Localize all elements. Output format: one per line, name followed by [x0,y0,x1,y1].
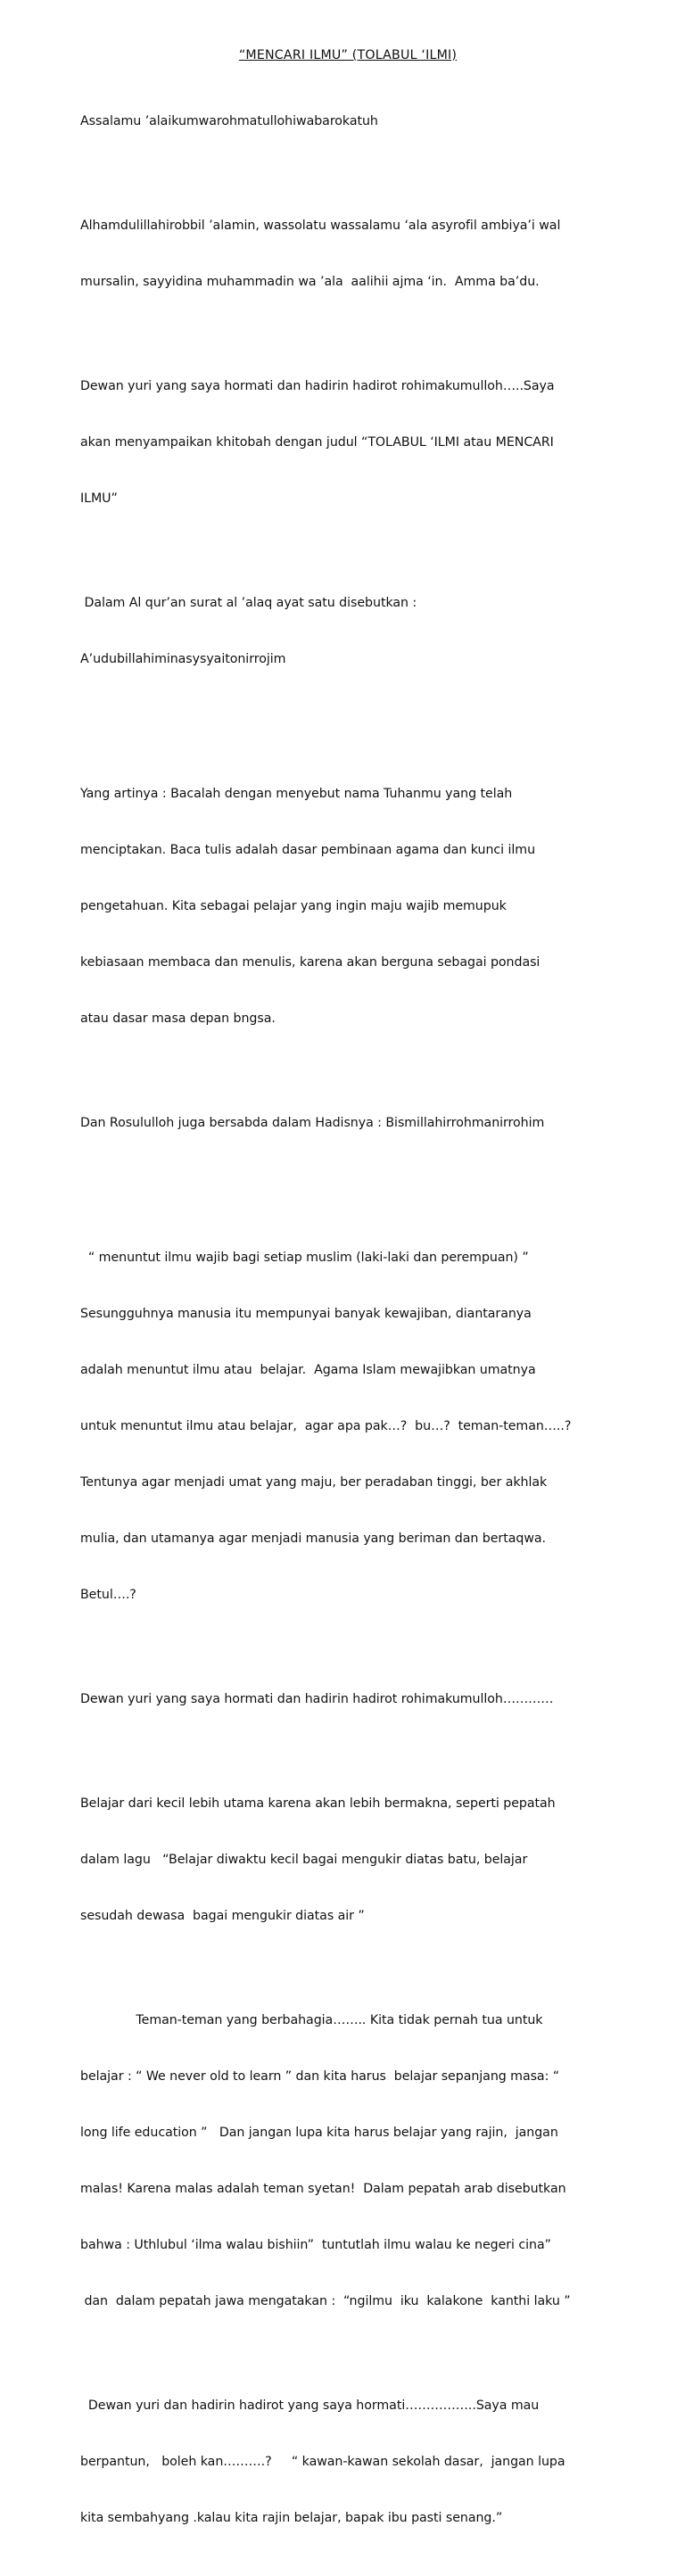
text-line: malas! Karena malas adalah teman syetan! Dalam pepatah arab disebutkan [80,2182,566,2196]
text-line: menciptakan. Baca tulis adalah dasar pembinaan agama dan kunci ilmu [80,843,536,857]
text-line: adalah menuntut ilmu atau belajar. Agama Islam mewajibkan umatnya [80,1363,536,1377]
spacer [80,717,615,747]
text-line: belajar : “ We never old to learn ” dan kita harus belajar sepanjang masa: “ [80,2069,560,2084]
text-line: dalam lagu “Belajar diwaktu kecil bagai mengukir diatas batu, belajar [80,1853,528,1867]
text-line: “ menuntut ilmu wajib bagi setiap muslim (laki-laki dan perempuan) ” [80,1251,529,1265]
paragraph-quran [80,557,615,706]
text-line: Alhamdulillahirobbil ’alamin, wassolatu wassalamu ‘ala asyrofil ambiya’i wal [80,219,561,233]
text-line: mursalin, sayyidina muhammadin wa ’ala aalihii ajma ‘in. Amma ba’du. [80,275,540,289]
text-line: Dan Rosululloh juga bersabda dalam Hadisnya : Bismillahirrohmanirrohim [80,1116,545,1130]
document-page [80,46,615,2576]
text-line: long life education ” Dan jangan lupa kita harus belajar yang rajin, jangan [80,2126,558,2140]
text-line: ILMU” [80,491,118,506]
paragraph-opening [80,179,615,329]
text-line: Tentunya agar menjadi umat yang maju, ber peradaban tinggi, ber akhlak [80,1475,548,1490]
paragraph-hadith [80,1077,615,1170]
paragraph-greeting [80,75,615,169]
paragraph-lifelong [80,1974,615,2349]
text-line: Dewan yuri yang saya hormati dan hadirin hadirot rohimakumulloh…..Saya [80,379,555,393]
text-line: atau dasar masa depan bngsa. [80,1011,276,1026]
paragraph-obligation [80,1211,615,1642]
text-line: Belajar dari kecil lebih utama karena akan lebih bermakna, seperti pepatah [80,1796,556,1811]
paragraph-childhood [80,1757,615,1963]
text-line: kita sembahyang .kalau kita rajin belajar, bapak ibu pasti senang.” [80,2511,503,2525]
text-line: Dalam Al qur’an surat al ’alaq ayat satu disebutkan : [80,596,417,610]
paragraph-address [80,1653,615,1746]
document-title: “MENCARI ILMU” (TOLABUL ‘ILMI) [238,48,458,62]
text-line: Teman-teman yang berbahagia…….. Kita tidak pernah tua untuk [80,2013,543,2027]
paragraph-introduction [80,340,615,546]
text-line: untuk menuntut ilmu atau belajar, agar apa pak…? bu…? teman-teman…..? [80,1419,572,1433]
text-line: mulia, dan utamanya agar menjadi manusia yang beriman dan bertaqwa. [80,1532,546,1546]
text-line: berpantun, boleh kan……….? “ kawan-kawan sekolah dasar, jangan lupa [80,2455,565,2469]
text-line: kebiasaan membaca dan menulis, karena akan berguna sebagai pondasi [80,955,541,970]
text-line: pengetahuan. Kita sebagai pelajar yang ingin maju wajib memupuk [80,899,507,913]
text-line: Dewan yuri yang saya hormati dan hadirin hadirot rohimakumulloh………… [80,1692,554,1706]
paragraph-meaning [80,747,615,1066]
text-line: dan dalam pepatah jawa mengatakan : “ngilmu iku kalakone kanthi laku ” [80,2294,571,2308]
text-line: Sesungguhnya manusia itu mempunyai banyak kewajiban, diantaranya [80,1307,532,1321]
text-line: Yang artinya : Bacalah dengan menyebut nama Tuhanmu yang telah [80,787,513,801]
text-line: Dewan yuri dan hadirin hadirot yang saya hormati……………..Saya mau [80,2398,540,2413]
text-line: sesudah dewasa bagai mengukir diatas air ” [80,1909,365,1923]
text-line: A’udubillahiminasysyaitonirrojim [80,652,286,666]
text-line: Assalamu ’alaikumwarohmatullohiwabarokatuh [80,114,378,128]
text-line: bahwa : Uthlubul ‘ilma walau bishiin” tuntutlah ilmu walau ke negeri cina” [80,2238,551,2252]
spacer [80,1181,615,1211]
text-line: akan menyampaikan khitobah dengan judul “TOLABUL ‘ILMI atau MENCARI [80,435,554,450]
paragraph-pantun [80,2359,615,2565]
text-line: Betul….? [80,1588,136,1602]
